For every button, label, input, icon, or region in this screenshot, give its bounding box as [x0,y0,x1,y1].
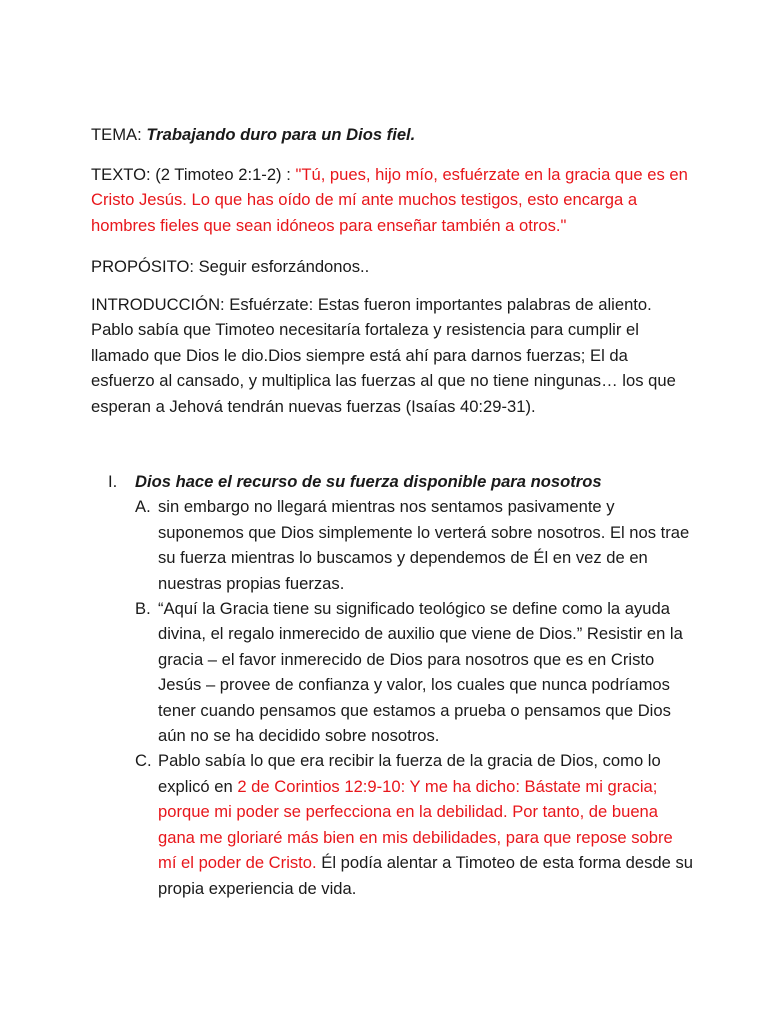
sub-item-number: A. [135,497,151,517]
outline-item-i [108,469,698,494]
introduccion-text: Esfuérzate: Estas fueron importantes palabras de aliento. Pablo sabía que Timoteo necesitaría fortaleza y resistencia para cumplir el llamado que Dios le dio.Dios siempre está ahí para darnos fuerzas; El da esfuerzo al cansado, y multiplica las fuerzas al que no tiene ningunas… los que esperan a Jehová tendrán nuevas fuerzas (Isaías 40:29-31). [91,295,676,416]
outline-number: I. [108,472,118,491]
sub-item-text: sin embargo no llegará mientras nos sentamos pasivamente y suponemos que Dios simplemente lo verterá sobre nosotros. El nos trae su fuerza mientras lo buscamos y dependemos de Él en vez de en nuestras propias fuerzas. [158,497,690,593]
sub-item-number: B. [135,599,151,619]
texto-quote: "Tú, pues, hijo mío, esfuérzate en la gracia que es en Cristo Jesús. Lo que has oído de mí ante muchos testigos, esto encarga a hombres fieles que sean idóneos para enseñar también a otros." [91,165,688,235]
outline-heading: Dios hace el recurso de su fuerza disponible para nosotros [135,472,602,491]
sub-item-text [158,748,693,900]
proposito-line [91,254,691,279]
texto-paragraph [91,162,691,238]
corintios-quote: 2 de Corintios 12:9-10: Y me ha dicho: Bástate mi gracia; porque mi poder se perfecciona en la debilidad. Por tanto, de buena gana me gloriaré más bien en mis debilidades, para que repose sobre mí el poder de Cristo. [158,776,673,873]
sub-item-b [135,596,698,748]
outline-list [108,469,698,901]
introduccion-label: INTRODUCCIÓN: [91,295,225,314]
sub-item-c [135,748,698,900]
introduccion-paragraph [91,292,689,419]
tema-title: Trabajando duro para un Dios fiel. [146,125,416,144]
proposito-label: PROPÓSITO: [91,257,194,276]
tema-line [91,122,691,147]
proposito-text: Seguir esforzándonos.. [198,257,370,276]
sub-item-text: “Aquí la Gracia tiene su significado teológico se define como la ayuda divina, el regalo inmerecido de auxilio que viene de Dios.” Resistir en la gracia – el favor inmerecido de Dios para nosotros que es en Cristo Jesús – provee de confianza y valor, los cuales que nunca podríamos tener cuando pensamos que estamos a prueba o pensamos que Dios aún no se ha decidido sobre nosotros. [158,599,683,746]
sub-item-a [135,494,698,596]
texto-label: TEXTO: (2 Timoteo 2:1-2) : [91,165,291,184]
sub-item-number: C. [135,751,152,771]
tema-label: TEMA: [91,125,142,144]
sub-item-text-before: Pablo sabía lo que era recibir la fuerza de la gracia de Dios, como lo explicó en [158,751,661,796]
sub-item-text-after: Él podía alentar a Timoteo de esta forma desde su propia experiencia de vida. [158,853,693,898]
